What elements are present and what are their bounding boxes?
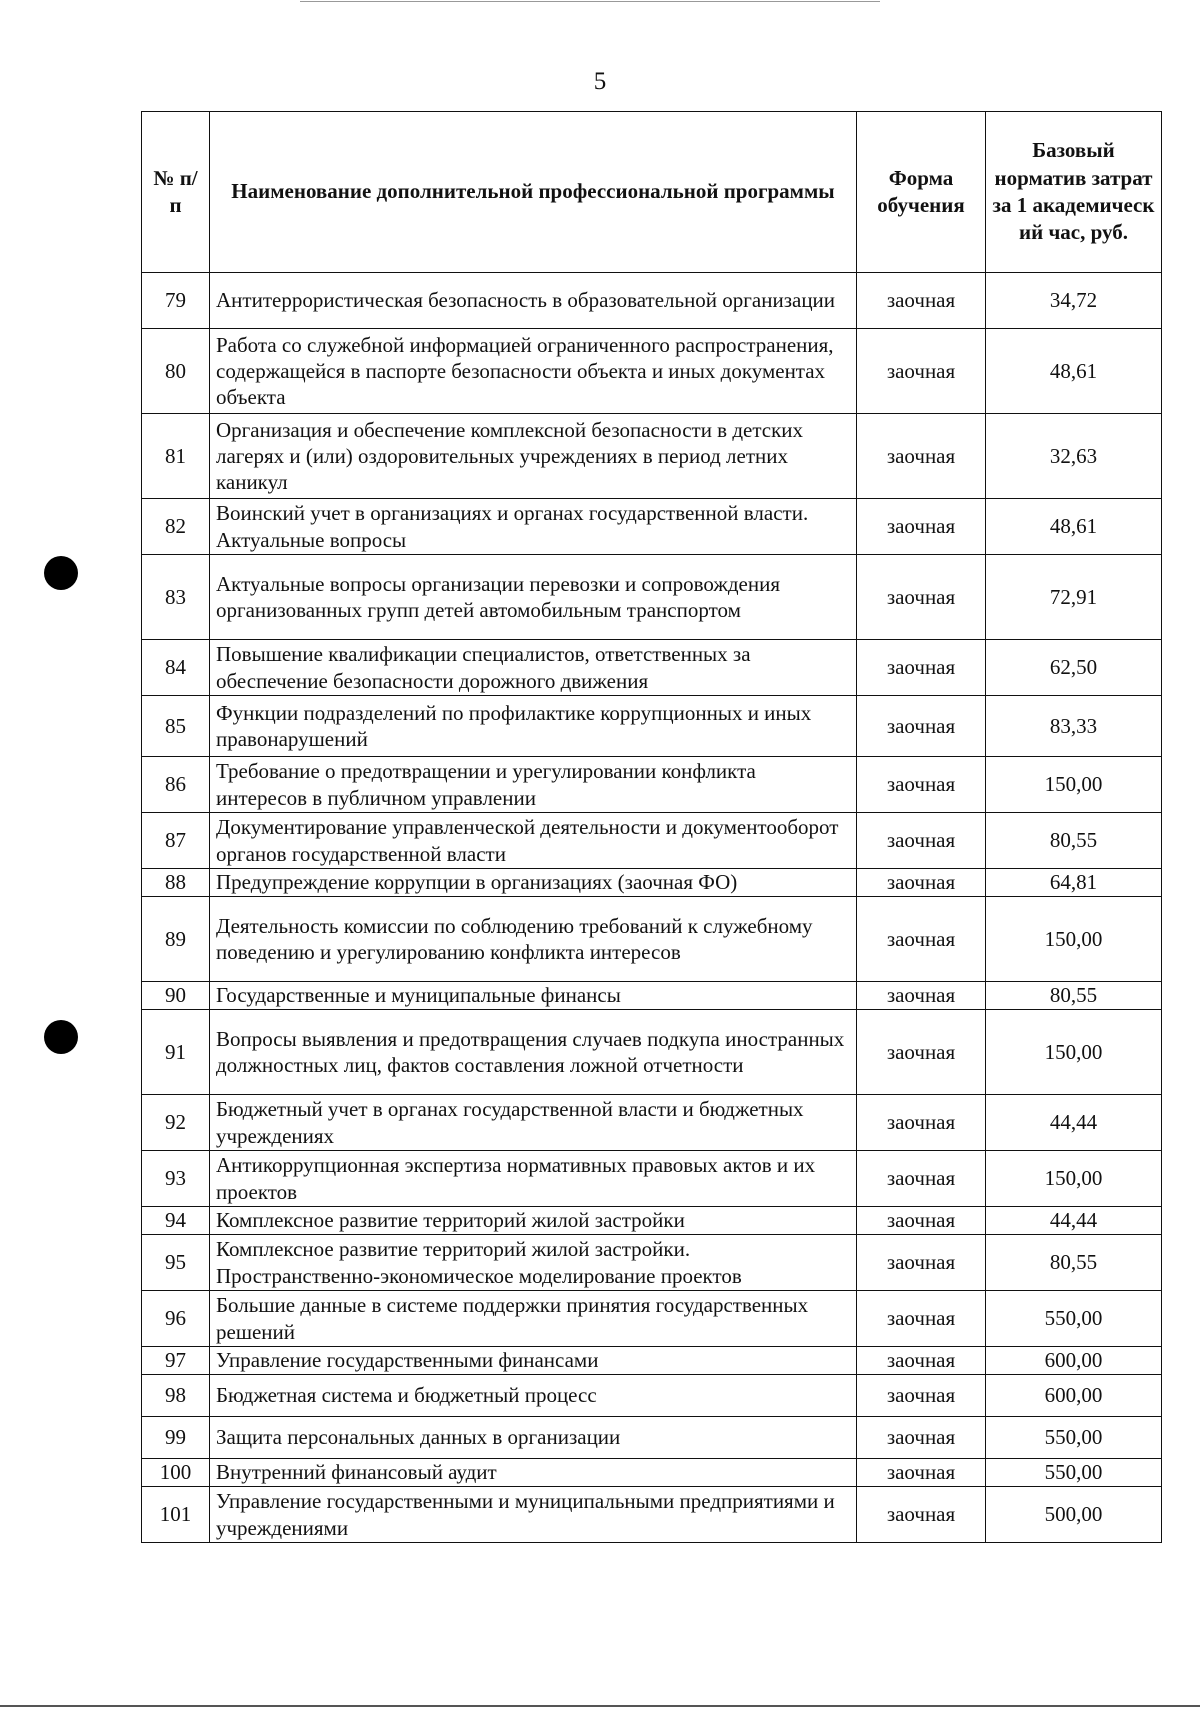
table-row bbox=[142, 640, 1162, 696]
table-row bbox=[142, 982, 1162, 1010]
study-form: заочная bbox=[857, 1459, 986, 1487]
scan-edge-top bbox=[300, 1, 880, 2]
program-name: Бюджетная система и бюджетный процесс bbox=[210, 1375, 857, 1417]
study-form: заочная bbox=[857, 982, 986, 1010]
row-number: 91 bbox=[142, 1010, 210, 1095]
row-number: 92 bbox=[142, 1095, 210, 1151]
table-row bbox=[142, 897, 1162, 982]
table-row bbox=[142, 869, 1162, 897]
program-name: Большие данные в системе поддержки принятия государственных решений bbox=[210, 1291, 857, 1347]
table-row bbox=[142, 757, 1162, 813]
study-form: заочная bbox=[857, 499, 986, 555]
table-row bbox=[142, 1347, 1162, 1375]
program-name: Антикоррупционная экспертиза нормативных правовых актов и их проектов bbox=[210, 1151, 857, 1207]
row-number: 86 bbox=[142, 757, 210, 813]
base-cost: 32,63 bbox=[986, 414, 1162, 499]
table-row bbox=[142, 813, 1162, 869]
row-number: 84 bbox=[142, 640, 210, 696]
study-form: заочная bbox=[857, 1291, 986, 1347]
table-row bbox=[142, 329, 1162, 414]
study-form: заочная bbox=[857, 1010, 986, 1095]
row-number: 82 bbox=[142, 499, 210, 555]
study-form: заочная bbox=[857, 897, 986, 982]
program-name: Управление государственными финансами bbox=[210, 1347, 857, 1375]
base-cost: 44,44 bbox=[986, 1095, 1162, 1151]
program-name: Государственные и муниципальные финансы bbox=[210, 982, 857, 1010]
row-number: 85 bbox=[142, 696, 210, 757]
table-row bbox=[142, 1235, 1162, 1291]
table-row bbox=[142, 1487, 1162, 1543]
row-number: 79 bbox=[142, 273, 210, 329]
base-cost: 550,00 bbox=[986, 1417, 1162, 1459]
row-number: 98 bbox=[142, 1375, 210, 1417]
base-cost: 64,81 bbox=[986, 869, 1162, 897]
study-form: заочная bbox=[857, 696, 986, 757]
table-row bbox=[142, 1417, 1162, 1459]
program-name: Предупреждение коррупции в организациях (заочная ФО) bbox=[210, 869, 857, 897]
study-form: заочная bbox=[857, 555, 986, 640]
base-cost: 150,00 bbox=[986, 1151, 1162, 1207]
row-number: 94 bbox=[142, 1207, 210, 1235]
program-name: Документирование управленческой деятельности и документооборот органов государственной власти bbox=[210, 813, 857, 869]
base-cost: 48,61 bbox=[986, 499, 1162, 555]
punch-hole-mark bbox=[44, 1020, 78, 1054]
header-num: № п/п bbox=[142, 112, 210, 273]
table-row bbox=[142, 1375, 1162, 1417]
header-study-form: Форма обучения bbox=[857, 112, 986, 273]
table-row bbox=[142, 1095, 1162, 1151]
table-row bbox=[142, 1207, 1162, 1235]
study-form: заочная bbox=[857, 813, 986, 869]
row-number: 83 bbox=[142, 555, 210, 640]
base-cost: 600,00 bbox=[986, 1347, 1162, 1375]
program-name: Функции подразделений по профилактике коррупционных и иных правонарушений bbox=[210, 696, 857, 757]
row-number: 97 bbox=[142, 1347, 210, 1375]
table-row bbox=[142, 1459, 1162, 1487]
program-name: Организация и обеспечение комплексной безопасности в детских лагерях и (или) оздоровительных учреждениях в период летних каникул bbox=[210, 414, 857, 499]
base-cost: 62,50 bbox=[986, 640, 1162, 696]
base-cost: 83,33 bbox=[986, 696, 1162, 757]
study-form: заочная bbox=[857, 1487, 986, 1543]
program-name: Работа со служебной информацией ограниченного распространения, содержащейся в паспорте безопасности объекта и иных документах объекта bbox=[210, 329, 857, 414]
row-number: 88 bbox=[142, 869, 210, 897]
row-number: 96 bbox=[142, 1291, 210, 1347]
program-name: Воинский учет в организациях и органах государственной власти. Актуальные вопросы bbox=[210, 499, 857, 555]
row-number: 95 bbox=[142, 1235, 210, 1291]
base-cost: 34,72 bbox=[986, 273, 1162, 329]
study-form: заочная bbox=[857, 1347, 986, 1375]
base-cost: 80,55 bbox=[986, 813, 1162, 869]
table-row bbox=[142, 1010, 1162, 1095]
program-name: Деятельность комиссии по соблюдению требований к служебному поведению и урегулированию конфликта интересов bbox=[210, 897, 857, 982]
row-number: 80 bbox=[142, 329, 210, 414]
row-number: 99 bbox=[142, 1417, 210, 1459]
base-cost: 500,00 bbox=[986, 1487, 1162, 1543]
study-form: заочная bbox=[857, 1095, 986, 1151]
study-form: заочная bbox=[857, 1207, 986, 1235]
base-cost: 550,00 bbox=[986, 1459, 1162, 1487]
study-form: заочная bbox=[857, 869, 986, 897]
base-cost: 150,00 bbox=[986, 757, 1162, 813]
row-number: 100 bbox=[142, 1459, 210, 1487]
base-cost: 80,55 bbox=[986, 1235, 1162, 1291]
punch-hole-mark bbox=[44, 556, 78, 590]
study-form: заочная bbox=[857, 1235, 986, 1291]
table-row bbox=[142, 555, 1162, 640]
program-name: Комплексное развитие территорий жилой застройки bbox=[210, 1207, 857, 1235]
row-number: 87 bbox=[142, 813, 210, 869]
program-name: Повышение квалификации специалистов, ответственных за обеспечение безопасности дорожного движения bbox=[210, 640, 857, 696]
program-name: Внутренний финансовый аудит bbox=[210, 1459, 857, 1487]
program-name: Требование о предотвращении и урегулировании конфликта интересов в публичном управлении bbox=[210, 757, 857, 813]
base-cost: 44,44 bbox=[986, 1207, 1162, 1235]
base-cost: 150,00 bbox=[986, 897, 1162, 982]
program-name: Антитеррористическая безопасность в образовательной организации bbox=[210, 273, 857, 329]
base-cost: 80,55 bbox=[986, 982, 1162, 1010]
table-row bbox=[142, 1291, 1162, 1347]
study-form: заочная bbox=[857, 640, 986, 696]
header-program-name: Наименование дополнительной профессиональной программы bbox=[210, 112, 857, 273]
base-cost: 550,00 bbox=[986, 1291, 1162, 1347]
row-number: 81 bbox=[142, 414, 210, 499]
table-row bbox=[142, 499, 1162, 555]
program-name: Защита персональных данных в организации bbox=[210, 1417, 857, 1459]
study-form: заочная bbox=[857, 1375, 986, 1417]
base-cost: 48,61 bbox=[986, 329, 1162, 414]
table-row bbox=[142, 273, 1162, 329]
row-number: 93 bbox=[142, 1151, 210, 1207]
table-row bbox=[142, 414, 1162, 499]
study-form: заочная bbox=[857, 1417, 986, 1459]
row-number: 89 bbox=[142, 897, 210, 982]
study-form: заочная bbox=[857, 757, 986, 813]
header-base-cost: Базовый норматив затрат за 1 академическ ий час, руб. bbox=[986, 112, 1162, 273]
study-form: заочная bbox=[857, 329, 986, 414]
table-row bbox=[142, 1151, 1162, 1207]
study-form: заочная bbox=[857, 414, 986, 499]
scan-edge-bottom bbox=[0, 1705, 1200, 1707]
study-form: заочная bbox=[857, 273, 986, 329]
program-name: Комплексное развитие территорий жилой застройки. Пространственно-экономическое моделирование проектов bbox=[210, 1235, 857, 1291]
table-row bbox=[142, 696, 1162, 757]
programs-table bbox=[141, 111, 1162, 1543]
table-header-row bbox=[142, 112, 1162, 273]
row-number: 90 bbox=[142, 982, 210, 1010]
program-name: Актуальные вопросы организации перевозки и сопровождения организованных групп детей автомобильным транспортом bbox=[210, 555, 857, 640]
base-cost: 600,00 bbox=[986, 1375, 1162, 1417]
page-number: 5 bbox=[593, 68, 607, 95]
program-name: Вопросы выявления и предотвращения случаев подкупа иностранных должностных лиц, фактов составления ложной отчетности bbox=[210, 1010, 857, 1095]
base-cost: 150,00 bbox=[986, 1010, 1162, 1095]
program-name: Управление государственными и муниципальными предприятиями и учреждениями bbox=[210, 1487, 857, 1543]
row-number: 101 bbox=[142, 1487, 210, 1543]
program-name: Бюджетный учет в органах государственной власти и бюджетных учреждениях bbox=[210, 1095, 857, 1151]
study-form: заочная bbox=[857, 1151, 986, 1207]
base-cost: 72,91 bbox=[986, 555, 1162, 640]
